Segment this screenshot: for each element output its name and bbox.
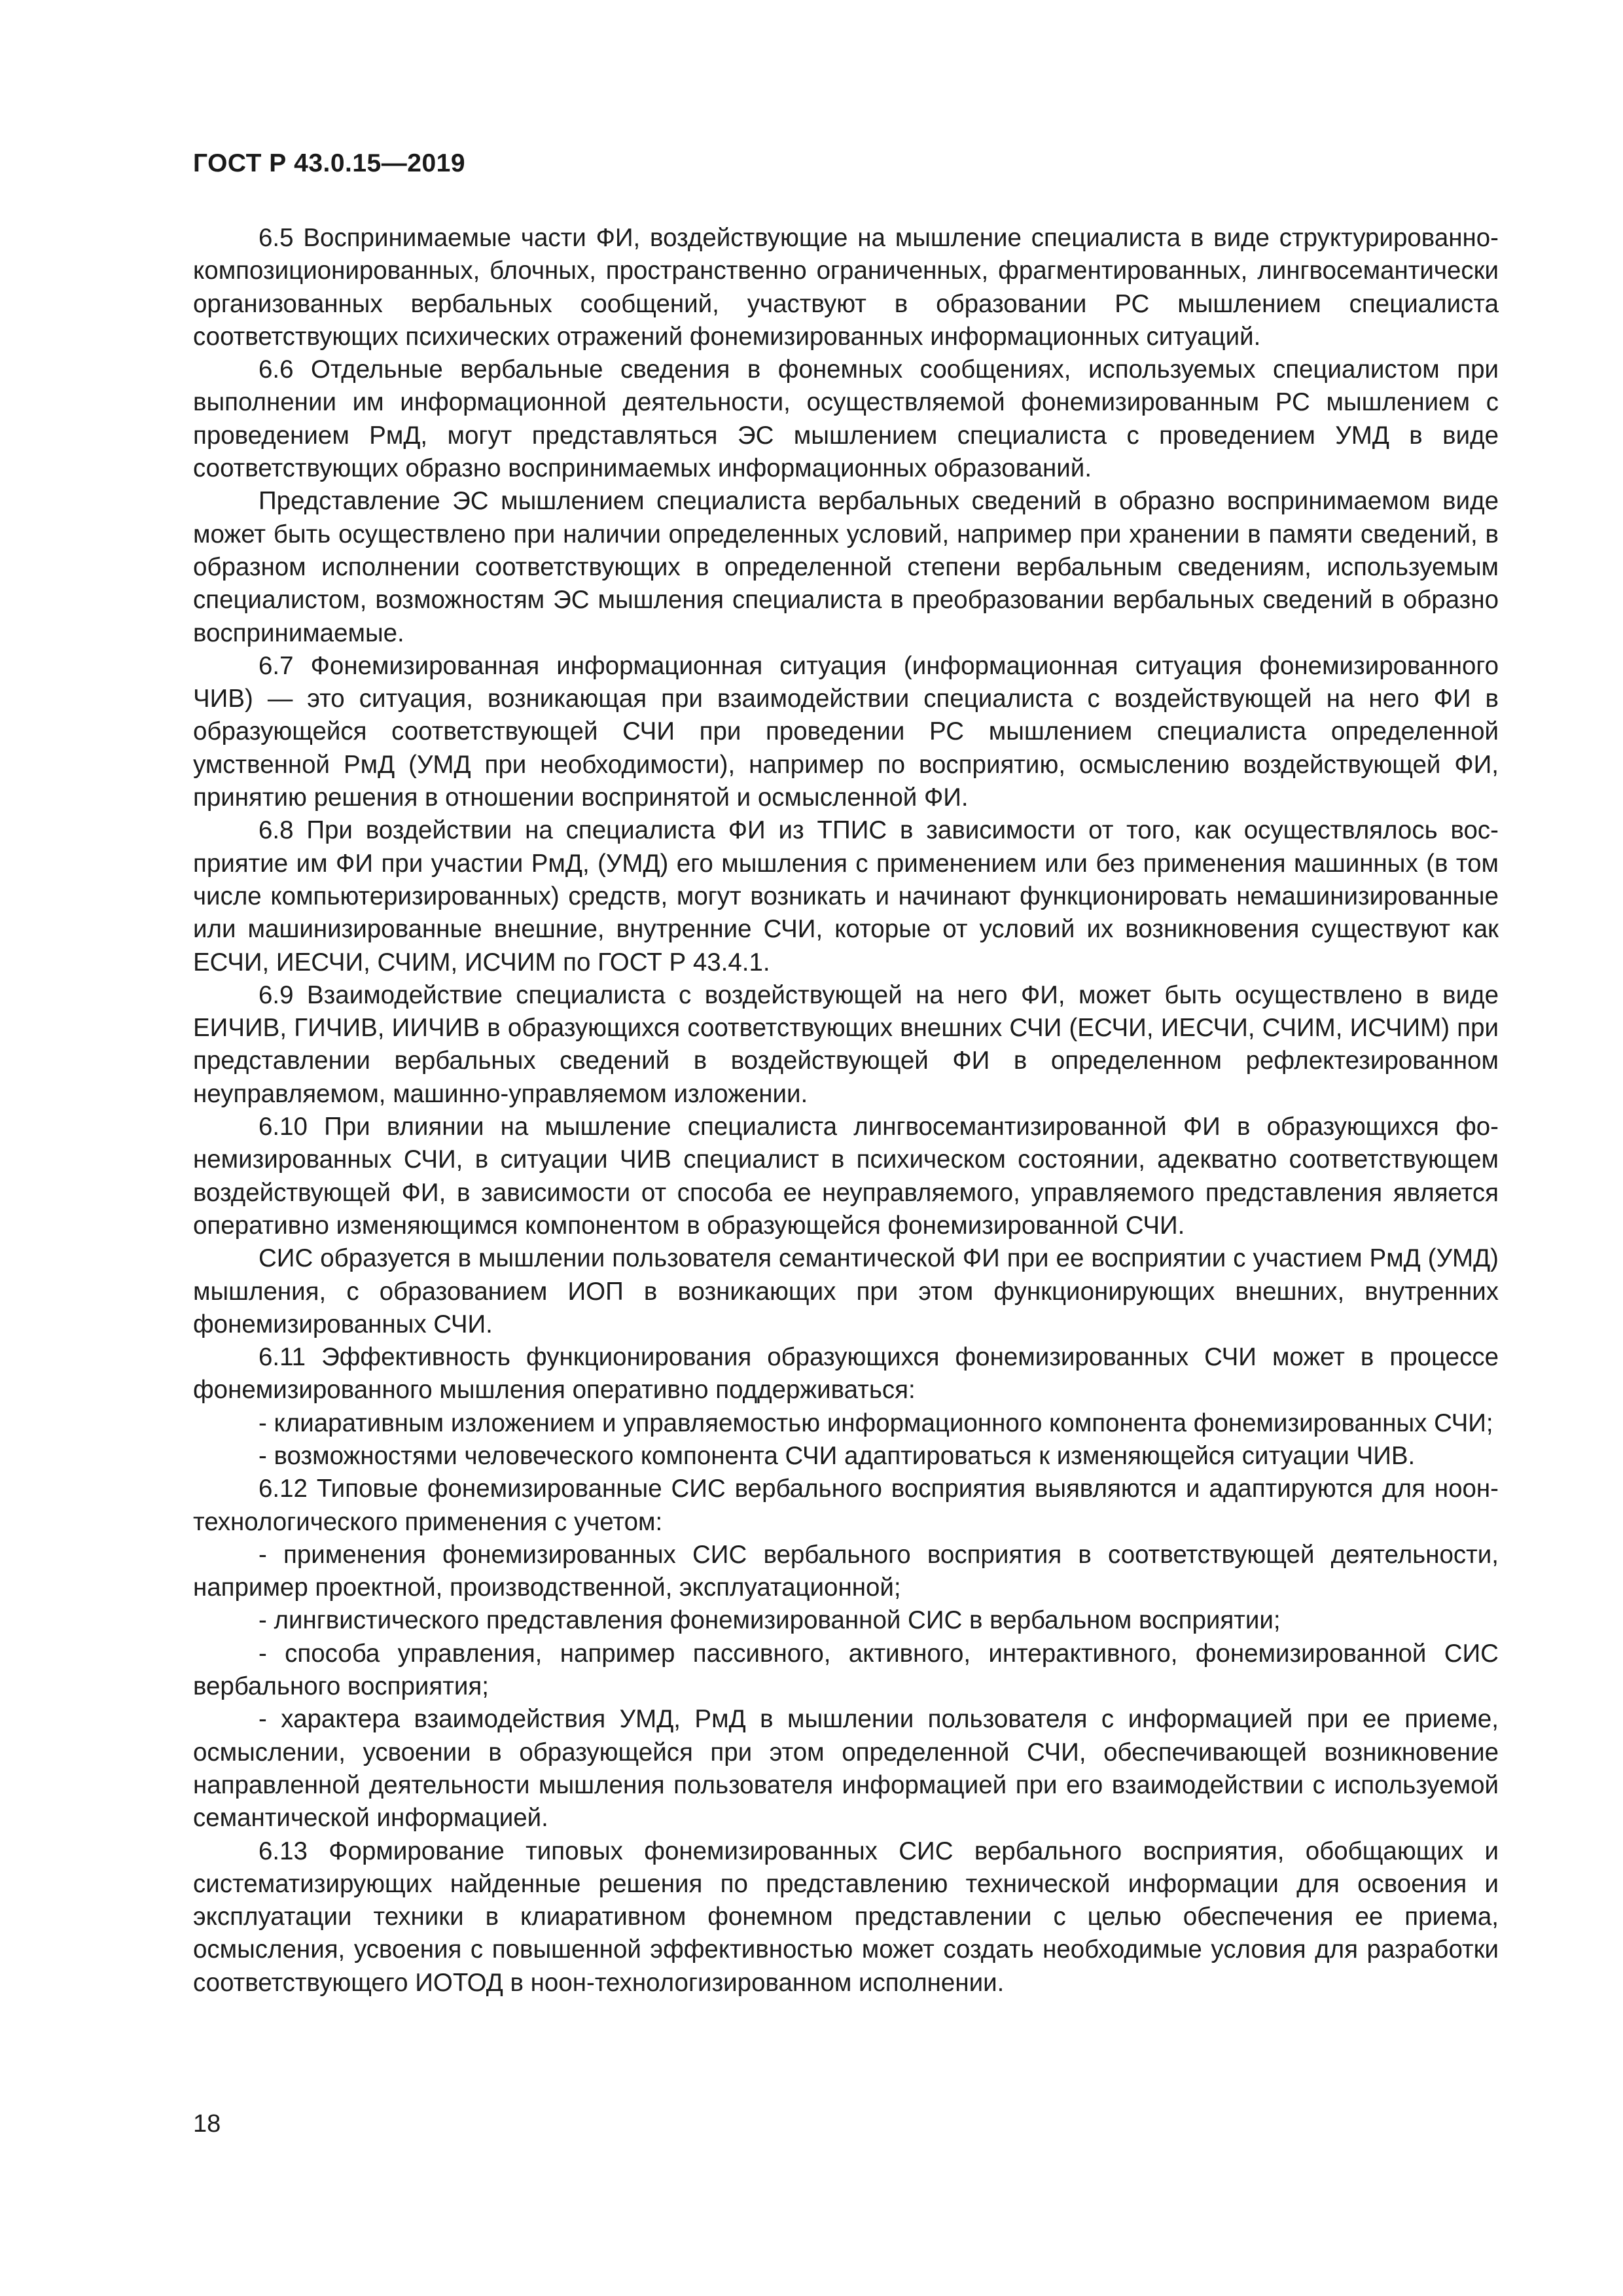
paragraph-6-7: 6.7 Фонемизированная информационная ситуация (информационная ситуация фонемизированного ЧИВ) — это ситуация, возникающая при взаимодействии специалиста с воздействующей на него ФИ в образующейся соответствующей СЧИ при проведении РС мышлением специалиста определенной умственной РмД (УМД при необходимости), например по восприятию, осмыслению воздействующей ФИ, принятию решения в отношении воспринятой и осмысленной ФИ.: [193, 651, 1499, 812]
paragraph-6-9: 6.9 Взаимодействие специалиста с воздействующей на него ФИ, может быть осуществлено в виде ЕИЧИВ, ГИЧИВ, ИИЧИВ в образующихся соответствующих внешних СЧИ (ЕСЧИ, ИЕСЧИ, СЧИМ, ИСЧИМ) при представлении вербальных сведений в воздействующей ФИ в определенном рефлектезированном неуправляемом, машинно-управляемом изложении.: [193, 980, 1499, 1108]
body-text: [193, 222, 1499, 2000]
paragraph-es-representation: Представление ЭС мышлением специалиста вербальных сведений в образно воспринимаемом виде может быть осуществлено при наличии определенных условий, например при хранении в памяти сведений, в образном исполнении соответствующих в определенной степени вербальным сведениям, используемым специалистом, возможностям ЭС мышления специалиста в преобразовании вербальных сведений в образно воспринимаемые.: [193, 487, 1499, 647]
standard-designation: ГОСТ Р 43.0.15—2019: [193, 149, 466, 177]
list-item: - возможностями человеческого компонента СЧИ адаптироваться к изменяющейся ситуации ЧИВ.: [259, 1441, 1416, 1470]
paragraph-6-5: 6.5 Воспринимаемые части ФИ, воздействующие на мышление специалиста в виде структурированно-композиционированных, блочных, пространственно ограниченных, фрагментированных, лингвосемантически организованных вербальных сообщений, участвуют в образовании РС мышлением специалиста соответствующих психических отражений фонемизированных информационных ситуаций.: [193, 224, 1499, 351]
paragraph-6-6: 6.6 Отдельные вербальные сведения в фонемных сообщениях, используемых специалистом при выполнении им информационной деятельности, осуществляемой фонемизированным РС мышлением с проведением РмД, могут представляться ЭС мышлением специалиста с проведением УМД в виде соответствующих образно воспринимаемых информационных образований.: [193, 355, 1499, 483]
paragraph-6-13: 6.13 Формирование типовых фонемизированных СИС вербального восприятия, обобщающих и систематизирующих найденные решения по представлению технической информации для освоения и эксплуатации техники в клиаративном фонемном представлении с целью обеспечения ее приема, осмысления, усвоения с повышенной эффективностью может создать необходимые условия для разработки соответствующего ИОТОД в ноон-технологизированном исполнении.: [193, 1837, 1499, 1997]
paragraph-6-8: 6.8 При воздействии на специалиста ФИ из ТПИС в зависимости от того, как осуществлялось восприятие им ФИ при участии РмД, (УМД) его мышления с применением или без применения машинных (в том числе компьютеризированных) средств, могут возникать и начинают функционировать немашинизированные или машинизированные внешние, внутренние СЧИ, которые от условий их возникновения существуют как ЕСЧИ, ИЕСЧИ, СЧИМ, ИСЧИМ по ГОСТ Р 43.4.1.: [193, 816, 1499, 977]
page-number: 18: [193, 2110, 221, 2138]
list-item: - применения фонемизированных СИС вербального восприятия в соответствующей деятельности, например проектной, производственной, эксплуатационной;: [193, 1540, 1499, 1602]
paragraph-6-10: 6.10 При влиянии на мышление специалиста лингвосемантизированной ФИ в образующихся фонемизированных СЧИ, в ситуации ЧИВ специалист в психическом состоянии, адекватно соответствующем воздействующей ФИ, в зависимости от способа ее неуправляемого, управляемого представления является оперативно изменяющимся компонентом в образующейся фонемизированной СЧИ.: [193, 1113, 1499, 1240]
list-item: - характера взаимодействия УМД, РмД в мышлении пользователя с информацией при ее приеме, осмыслении, усвоении в образующейся при этом определенной СЧИ, обеспечивающей возникновение направленной деятельности мышления пользователя информацией при его взаимодействии с используемой семантической информацией.: [193, 1705, 1499, 1833]
paragraph-6-11: 6.11 Эффективность функционирования образующихся фонемизированных СЧИ может в процессе фонемизированного мышления оперативно поддерживаться:: [193, 1343, 1499, 1405]
paragraph-6-12: 6.12 Типовые фонемизированные СИС вербального восприятия выявляются и адаптируются для ноон-технологического применения с учетом:: [193, 1475, 1499, 1536]
paragraph-sis-formation: СИС образуется в мышлении пользователя семантической ФИ при ее восприятии с участием РмД (УМД) мышления, с образованием ИОП в возникающих при этом функционирующих внешних, внутренних фонемизированных СЧИ.: [193, 1244, 1499, 1338]
list-item: - клиаративным изложением и управляемостью информационного компонента фонемизированных СЧИ;: [259, 1408, 1493, 1437]
list-item: - лингвистического представления фонемизированной СИС в вербальном восприятии;: [259, 1606, 1281, 1635]
list-item: - способа управления, например пассивного, активного, интерактивного, фонемизированной СИС вербального восприятия;: [193, 1639, 1499, 1701]
